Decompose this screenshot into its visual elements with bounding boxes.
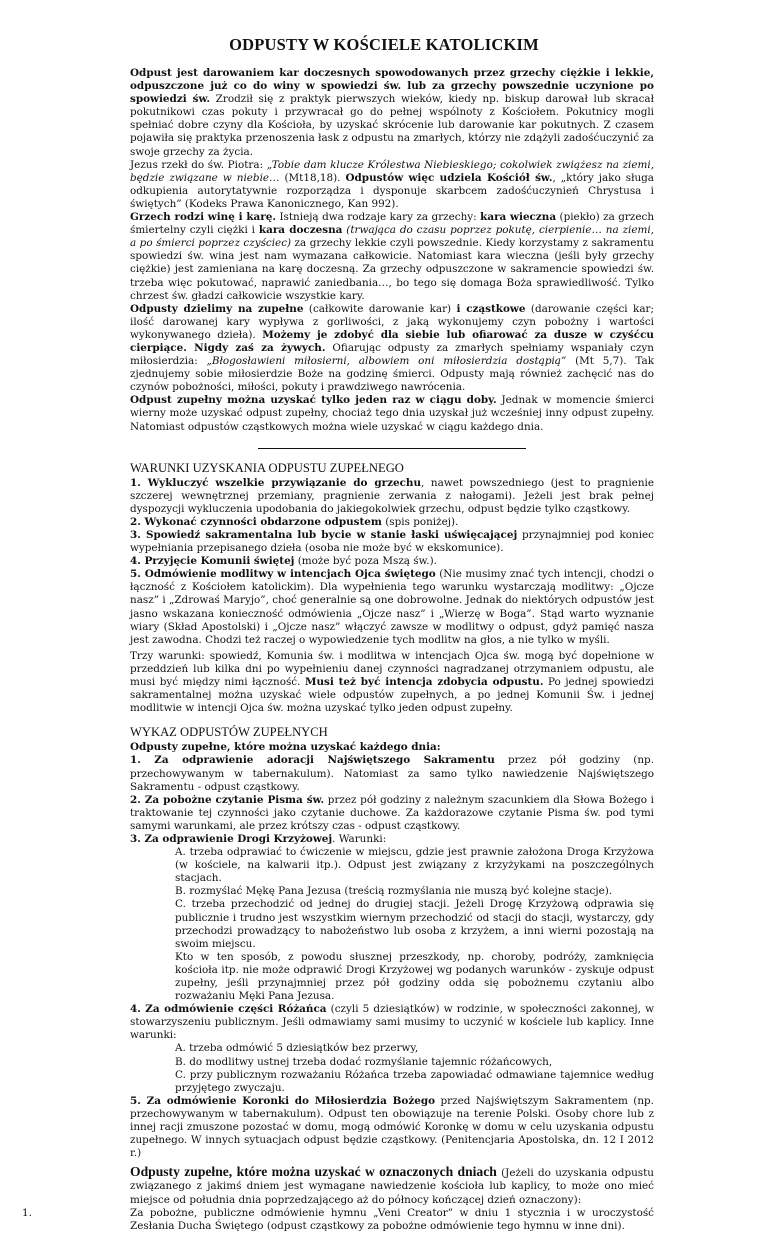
indulgence-item xyxy=(130,1095,654,1160)
bold-text: kara doczesna xyxy=(258,224,343,237)
sub-item: A. trzeba odmówić 5 dziesiątków bez przerwy, xyxy=(175,1042,419,1055)
bold-text: Możemy je zdobyć dla siebie lub ofiarować za dusze w czyśćcu cierpiące. Nigdy zaś za żywych. xyxy=(130,328,654,354)
subsection-heading xyxy=(130,741,654,754)
intro-paragraph xyxy=(130,159,654,211)
text: przed Najświętszym Sakramentem (np. przechowywanym w tabernakulum). Odpust ten obowiązuje na terenie Polski. Osoby chore lub z innej racji zmuszone pozostać w domu, mogą odmówić Koronkę w domu w celu uzyskania odpustu zupełnego. W innych sytuacjach odpust będzie cząstkowy. (Penitencjaria Apostolska, dn. 12 I 2012 r.) xyxy=(130,1094,654,1160)
bold-text: 4. Za odmówienie części Różańca xyxy=(130,1003,327,1016)
text: Za pobożne, publiczne odmówienie hymnu „Veni Creator” w dniu 1 stycznia i w uroczystość Zesłania Ducha Świętego (odpust cząstkowy za pobożne odmówienie tego hymnu w inne dni). xyxy=(130,1206,654,1232)
sub-item: Kto w ten sposób, z powodu słusznej przeszkody, np. choroby, podróży, zamknięcia kościoła itp. nie może odprawić Drogi Krzyżowej wg podanych warunków - zyskuje odpust zupełny, jeśli przynajmniej przez pół godziny odda się pobożnemu czytaniu albo rozważaniu Męki Pana Jezusa. xyxy=(175,950,654,1003)
condition-item xyxy=(130,516,654,529)
text: Zrodził się z praktyk pierwszych wieków, kiedy np. biskup darował lub skracał pokutnikowi czas pokuty i przywracał go do pełnej wspólnoty z Kościołem. Pokutnicy mogli spełniać dobre czyny dla Kościoła, by uzyskać skrócenie lub darowanie kar pokutnych. Z czasem pojawiła się praktyka przenoszenia łask z odpustu na zmarłych, którzy nie zdążyli zadośćuczynić za swoje grzechy za życia. xyxy=(130,93,654,158)
sub-item: C. przy publicznym rozważaniu Różańca trzeba zapowiadać odmawiane tajemnice według przyjętego zwyczaju. xyxy=(175,1068,654,1094)
intro-paragraph xyxy=(130,303,654,395)
text: (darowanie części kar; ilość darowanej kary wypływa z gorliwości, z jaką wykonujemy czyn pobożny i wartości wykonywanego dzieła). xyxy=(130,302,655,341)
quote-text: „Tobie dam klucze Królestwa Niebieskiego; cokolwiek zwiążesz na ziemi, będzie związane w niebie… xyxy=(130,158,654,184)
text: Po jednej spowiedzi sakramentalnej można uzyskać wiele odpustów zupełnych, a po jednej Komunii Św. i jednej modlitwie w intencji Ojca św. można uzyskać tylko jeden odpust zupełny. xyxy=(130,676,654,715)
bold-text: Musi też być intencja zdobycia odpustu. xyxy=(304,676,544,689)
bold-text: 1. Za odprawienie adoracji Najświętszego Sakramentu xyxy=(130,754,495,767)
text: (piekło) za grzech śmiertelny czyli ciężki i xyxy=(130,211,655,237)
text: (Mt 5,7). Tak zjednujemy sobie miłosierdzie Boże na godzinę śmierci. Odpusty mają również zachęcić nas do czynów pobożności, miłości, pokuty i prawdziwego nawrócenia. xyxy=(130,355,654,394)
bold-text: 2. Wykonać czynności obdarzone odpustem xyxy=(130,515,382,528)
bold-text: 4. Przyjęcie Komunii świętej xyxy=(130,555,295,568)
sub-item: C. trzeba przechodzić od jednej do drugiej stacji. Jeżeli Drogę Krzyżową odprawia się publicznie i trudno jest wszystkim wiernym przechodzić od stacji do stacji, wystarczy, gdy przechodzi prowadzący to nabożeństwo lub osoba z krzyżem, a inni wierni pozostają na swoim miejscu. xyxy=(175,898,654,950)
section-heading-warunki: WARUNKI UZYSKANIA ODPUSTU ZUPEŁNEGO xyxy=(130,460,404,475)
bold-text: 5. Za odmówienie Koronki do Miłosierdzia Bożego xyxy=(130,1094,436,1107)
subsection-heading-days xyxy=(130,1165,654,1206)
condition-item xyxy=(130,477,654,516)
condition-item xyxy=(130,529,654,555)
section-divider xyxy=(258,448,526,449)
condition-item xyxy=(130,555,654,568)
sub-item: A. trzeba odprawiać to ćwiczenie w miejscu, gdzie jest prawnie założona Droga Krzyżowa (w kościele, na kalwarii itp.). Odpust jest związany z krzyżykami na poszczególnych stacjach. xyxy=(175,846,654,885)
text: . Warunki: xyxy=(332,832,387,845)
bold-text: Odpusty zupełne, które można uzyskać w oznaczonych dniach xyxy=(130,1164,497,1180)
text: (czyli 5 dziesiątków) w rodzinie, w społeczności zakonnej, w stowarzyszeniu publicznym. Jeśli odmawiamy sami musimy to uczynić w kościele lub kaplicy. Inne warunki: xyxy=(130,1003,654,1042)
bold-text: 5. Odmówienie modlitwy w intencjach Ojca świętego xyxy=(130,568,436,581)
indulgence-item xyxy=(130,794,654,833)
intro-paragraph xyxy=(130,211,654,303)
bold-text: Odpust zupełny można uzyskać tylko jeden raz w ciągu doby. xyxy=(130,394,497,407)
indulgence-item xyxy=(130,754,654,793)
text: Jezus rzekł do św. Piotra: xyxy=(130,158,267,171)
text: Jednak w momencie śmierci wierny może uzyskać odpust zupełny, chociaż tego dnia uzyskał już wcześniej inny odpust zupełny. Natomiast odpustów cząstkowych można wiele uzyskać w ciągu każdego dnia. xyxy=(130,394,654,433)
bold-text: i cząstkowe xyxy=(456,302,526,315)
text: za grzechy lekkie czyli powszednie. Kiedy korzystamy z sakramentu spowiedzi św. wina jest nam wymazana całkowicie. Natomiast kara wieczna (jeśli były grzechy ciężkie) jest zamieniana na karę doczesną. Za grzechy odpuszczone w sakramencie spowiedzi św. trzeba więc pokutować, naprawić zaniedbania…, bo tego się domaga Boża sprawiedliwość. Tylko chrzest św. gładzi całkowicie wszystkie kary. xyxy=(130,237,654,302)
text: Istnieją dwa rodzaje kary za grzechy: xyxy=(275,211,481,224)
section-heading-wykaz: WYKAZ ODPUSTÓW ZUPEŁNYCH xyxy=(130,725,328,740)
text: (Mt18,18). xyxy=(279,171,346,184)
italic-text: (trwająca do czasu poprzez pokutę, cierpienie… na ziemi, a po śmierci poprzez czyściec) xyxy=(130,224,654,250)
text: (całkowite darowanie kar) xyxy=(303,302,457,315)
sub-item: B. rozmyślać Mękę Pana Jezusa (treścią rozmyślania nie muszą być kolejne stacje). xyxy=(175,885,613,898)
bold-text: Grzech rodzi winę i karę. xyxy=(130,211,276,224)
indulgence-item xyxy=(130,1003,654,1042)
text: (Nie musimy znać tych intencji, chodzi o łączność z Kościołem katolickim). Dla wypełnienia tego warunku wystarczają modlitwy: „Ojcze nasz” i „Zdrowaś Maryjo”, choć generalnie są one dobrowolne. Jednak do niektórych odpustów jest jasno wskazana konieczność odmówienia „Ojcze nasz” i „Wierzę w Boga”. Stąd warto wyznanie wiary (Skład Apostolski) i „Ojcze nasz” włączyć zawsze w modlitwy o odpust, gdyż pamięć nasza jest zawodna. Chodzi też raczej o wypowiedzenie tych modlitw na głos, a nie tylko w myśli. xyxy=(130,568,654,646)
page-title: ODPUSTY W KOŚCIELE KATOLICKIM xyxy=(229,35,539,54)
text: przynajmniej pod koniec wypełniania przepisanego dzieła (osoba nie może być w ekskomunice). xyxy=(130,529,654,555)
bold-text: 2. Za pobożne czytanie Pisma św. xyxy=(130,793,325,806)
text: Ofiarując odpusty za zmarłych spełniamy wspaniały czyn miłosierdzia: xyxy=(130,341,654,368)
bold-text: kara wieczna xyxy=(480,211,557,224)
bold-text: Odpust jest darowaniem kar doczesnych spowodowanych przez grzechy ciężkie i lekkie, odpuszczone już co do winy w spowiedzi św. lub za grzechy powszednie uczynione po spowiedzi św. xyxy=(130,67,654,106)
list-number: 1. xyxy=(22,1206,32,1219)
text: , nawet powszedniego (jest to pragnienie szczerej wewnętrznej przemiany, pragnienie zerwania z nałogami). Jeżeli jest brak pełnej dyspozycji wykluczenia upodobania do jakiegokolwiek grzechu, odpust będzie tylko cząstkowy. xyxy=(130,476,654,515)
condition-item xyxy=(130,568,654,647)
text: (może być poza Mszą św.). xyxy=(294,555,437,568)
intro-paragraph xyxy=(130,67,654,159)
bold-text: 3. Za odprawienie Drogi Krzyżowej xyxy=(130,832,333,845)
text: przez pół godziny (np. przechowywanym w tabernakulum). Natomiast za samo tylko nawiedzenie Najświętszego Sakramentu - odpust cząstkowy. xyxy=(130,754,655,793)
bold-text: 3. Spowiedź sakramentalna lub bycie w stanie łaski uświęcającej xyxy=(130,529,518,541)
conditions-note xyxy=(130,650,654,715)
bold-text: Odpustów więc udziela Kościół św. xyxy=(345,171,553,184)
bold-text: 1. Wykluczyć wszelkie przywiązanie do grzechu xyxy=(130,476,422,489)
sub-item: B. do modlitwy ustnej trzeba dodać rozmyślanie tajemnic różańcowych, xyxy=(175,1055,553,1068)
text: Trzy warunki: spowiedź, Komunia św. i modlitwa w intencjach Ojca św. mogą być dopełnione w przeddzień lub kilka dni po wypełnieniu danej czynności nagradzanej otrzymaniem odpustu, ale musi być między nimi łączność. xyxy=(130,649,654,689)
indulgence-item xyxy=(130,833,654,846)
text: (Jeżeli do uzyskania odpustu związanego z jakimś dniem jest wymagane nawiedzenie kościoła lub kaplicy, to może ono mieć miejsce od południa dnia poprzedzającego aż do północy kończącej dzień oznaczony): xyxy=(130,1167,654,1206)
intro-paragraph xyxy=(130,394,654,433)
bold-text: Odpusty dzielimy na zupełne xyxy=(130,302,304,315)
list-item xyxy=(22,1206,654,1233)
bold-text: Odpusty zupełne, które można uzyskać każdego dnia: xyxy=(130,741,441,754)
quote-text: „Błogosławieni miłosierni, albowiem oni miłosierdzia dostąpią” xyxy=(206,355,567,368)
document-body xyxy=(22,67,655,1233)
text: (spis poniżej). xyxy=(381,515,459,528)
text: przez pół godziny z należnym szacunkiem dla Słowa Bożego i traktowanie tej czynności jako czytanie duchowe. Za każdorazowe czytanie Pisma św. pod tymi samymi warunkami, ale przez krótszy czas - odpust cząstkowy. xyxy=(130,793,654,832)
text: , „który jako sługa odkupienia autorytatywnie rozporządza i dysponuje skarbcem zadośćuczynień Chrystusa i świętych” (Kodeks Prawa Kanonicznego, Kan 992). xyxy=(130,171,654,210)
